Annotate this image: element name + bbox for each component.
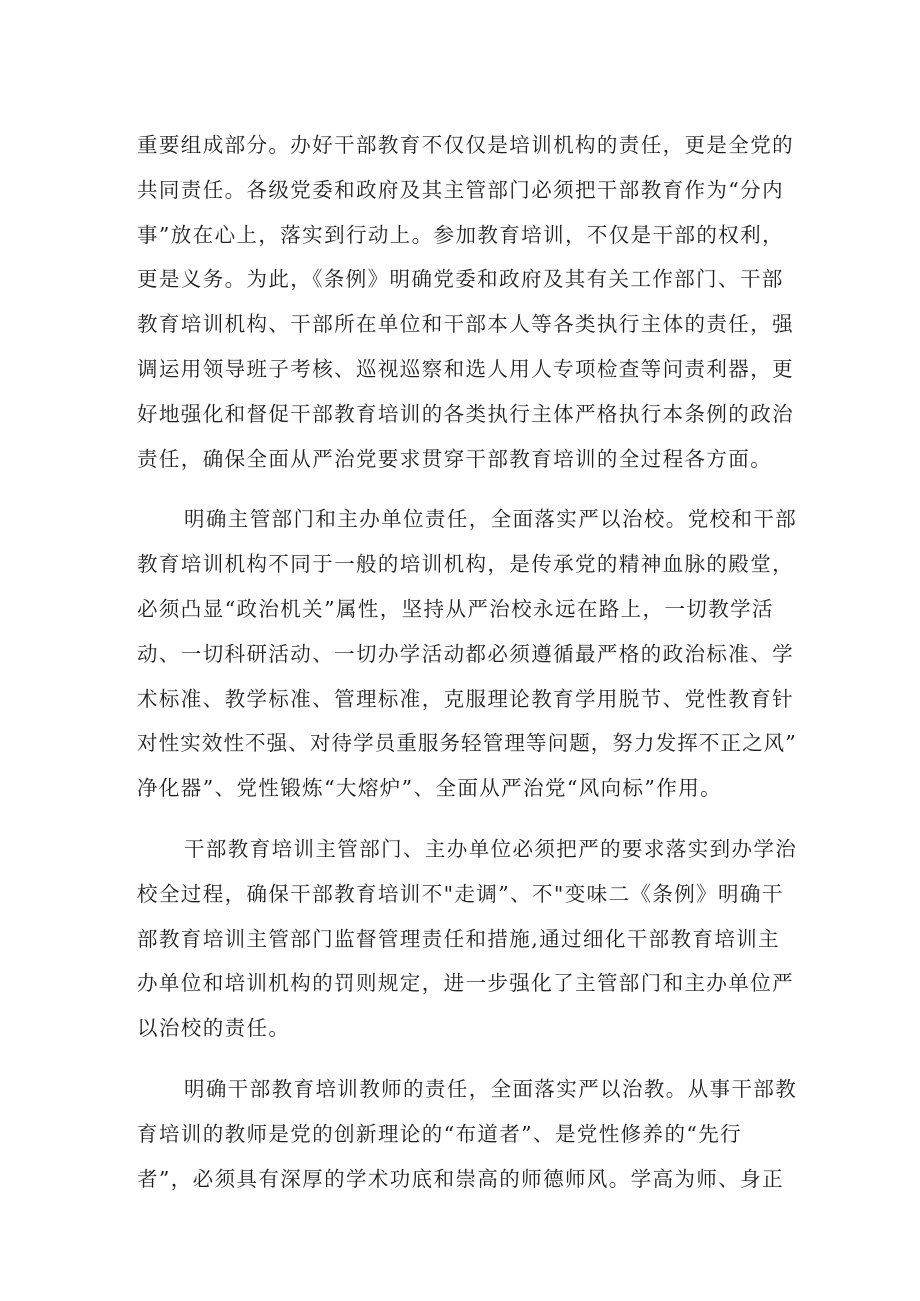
text-line: 明确主管部门和主办单位责任，全面落实严以治校。党校和干部 bbox=[184, 507, 798, 532]
paragraph-3 bbox=[137, 827, 797, 1051]
text-line: 重要组成部分。办好干部教育不仅仅是培训机构的责任，更是全党的 bbox=[137, 133, 794, 157]
text-line: 事”放在心上，落实到行动上。参加教育培训，不仅是干部的权利， bbox=[137, 222, 784, 247]
text-line: 办单位和培训机构的罚则规定，进一步强化了主管部门和主办单位严 bbox=[137, 971, 794, 996]
text-line: 动、一切科研活动、一切办学活动都必须遵循最严格的政治标准、学 bbox=[137, 641, 794, 666]
text-line: 部教育培训主管部门监督管理责任和措施,通过细化干部教育培训主 bbox=[137, 926, 781, 951]
paragraph-1 bbox=[137, 123, 797, 481]
text-line: 术标准、教学标准、管理标准，克服理论教育学用脱节、党性教育针 bbox=[137, 686, 794, 711]
text-line: 教育培训机构、干部所在单位和干部本人等各类执行主体的责任，强 bbox=[137, 312, 794, 337]
text-line: 以治校的责任。 bbox=[137, 1016, 291, 1041]
text-line: 干部教育培训主管部门、主办单位必须把严的要求落实到办学治 bbox=[184, 836, 798, 861]
text-line: 必须凸显“政治机关”属性，坚持从严治校永远在路上，一切教学活 bbox=[137, 596, 774, 621]
paragraph-gap bbox=[137, 811, 797, 827]
text-line: 者”，必须具有深厚的学术功底和崇高的师德师风。学高为师、身正 bbox=[137, 1166, 784, 1191]
text-line: 明确干部教育培训教师的责任，全面落实严以治教。从事干部教 bbox=[184, 1076, 798, 1101]
text-line: 校全过程，确保干部教育培训不"走调”、不"变味二《条例》明确干 bbox=[137, 881, 784, 906]
text-line: 责任，确保全面从严治党要求贯穿干部教育培训的全过程各方面。 bbox=[137, 446, 773, 471]
text-line: 育培训的教师是党的创新理论的“布道者”、是党性修养的“先行 bbox=[137, 1121, 743, 1146]
text-line: 好地强化和督促干部教育培训的各类执行主体严格执行本条例的政治 bbox=[137, 401, 794, 426]
text-line: 净化器”、党性锻炼“大熔炉”、全面从严治党“风向标”作用。 bbox=[137, 776, 722, 801]
text-line: 调运用领导班子考核、巡视巡察和选人用人专项检查等问责利器，更 bbox=[137, 356, 794, 381]
document-body bbox=[137, 123, 797, 1201]
paragraph-2 bbox=[137, 497, 797, 811]
text-line: 更是义务。为此，《条例》明确党委和政府及其有关工作部门、干部 bbox=[137, 267, 784, 292]
text-line: 共同责任。各级党委和政府及其主管部门必须把干部教育作为“分内 bbox=[137, 177, 784, 202]
text-line: 教育培训机构不同于一般的培训机构，是传承党的精神血脉的殿堂， bbox=[137, 552, 794, 577]
paragraph-gap bbox=[137, 481, 797, 497]
paragraph-4 bbox=[137, 1067, 797, 1201]
text-line: 对性实效性不强、对待学员重服务轻管理等问题，努力发挥不正之风” bbox=[137, 731, 797, 756]
paragraph-gap bbox=[137, 1051, 797, 1067]
